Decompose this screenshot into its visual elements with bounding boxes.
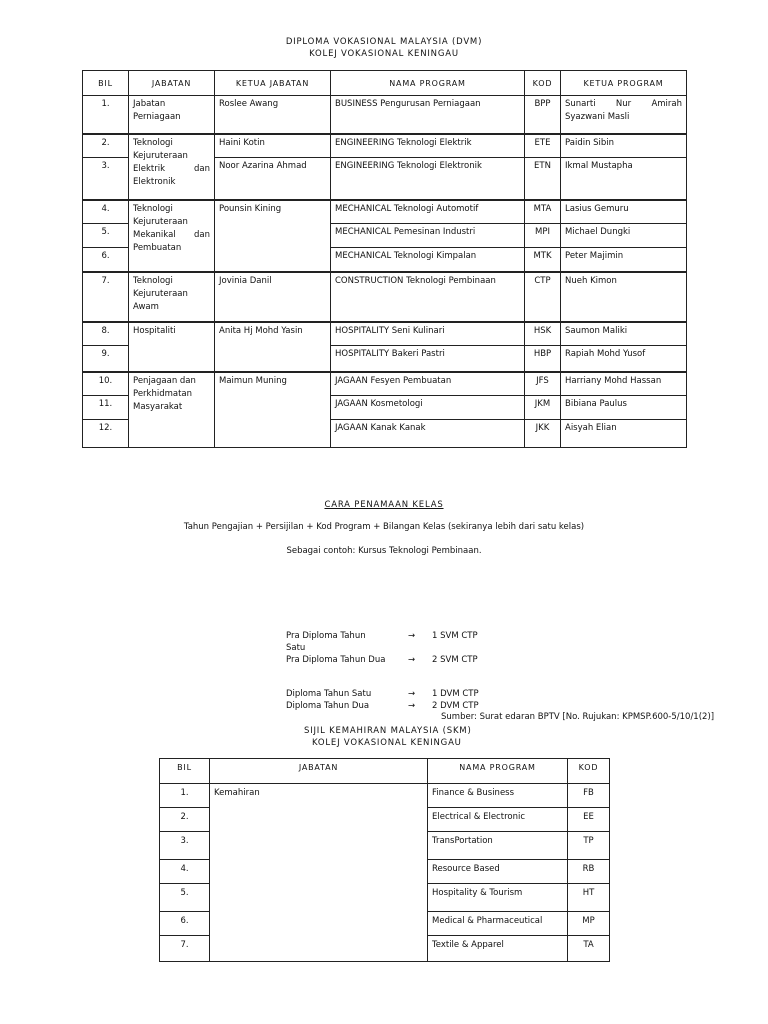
naming-item-value: 1 SVM CTP xyxy=(432,631,478,641)
ketua-program-cell: Michael Dungki xyxy=(561,224,687,248)
jabatan-cell: Hospitaliti xyxy=(129,322,215,372)
dvm-header-ketua-program: KETUA PROGRAM xyxy=(561,71,687,96)
program-cell: BUSINESS Pengurusan Perniagaan xyxy=(331,96,525,134)
ketua-program-cell: Rapiah Mohd Yusof xyxy=(561,346,687,372)
kod-cell: BPP xyxy=(525,96,561,134)
bil-cell: 6. xyxy=(83,248,129,272)
bil-cell: 8. xyxy=(83,322,129,346)
ketua-jabatan-cell: Haini Kotin xyxy=(215,134,331,158)
kod-cell: EE xyxy=(568,808,610,832)
ketua-jabatan-cell: Pounsin Kining xyxy=(215,200,331,272)
bil-cell: 7. xyxy=(83,272,129,322)
table-row xyxy=(160,784,610,808)
bil-cell: 1. xyxy=(83,96,129,134)
bil-cell: 5. xyxy=(160,884,210,912)
ketua-program-cell: Bibiana Paulus xyxy=(561,396,687,420)
skm-header-jabatan: JABATAN xyxy=(210,759,428,784)
table-row xyxy=(83,272,687,322)
ketua-jabatan-cell: Noor Azarina Ahmad xyxy=(215,158,331,200)
kod-cell: MTA xyxy=(525,200,561,224)
bil-cell: 3. xyxy=(83,158,129,200)
kod-cell: JKM xyxy=(525,396,561,420)
bil-cell: 9. xyxy=(83,346,129,372)
kod-cell: FB xyxy=(568,784,610,808)
ketua-program-cell: Aisyah Elian xyxy=(561,420,687,448)
naming-item xyxy=(286,630,526,654)
table-row xyxy=(83,322,687,346)
program-cell: Medical & Pharmaceutical xyxy=(428,912,568,936)
naming-item-label: Pra Diploma Tahun Satu xyxy=(286,631,366,653)
skm-header-kod: KOD xyxy=(568,759,610,784)
program-cell: CONSTRUCTION Teknologi Pembinaan xyxy=(331,272,525,322)
jabatan-cell: Jabatan Perniagaan xyxy=(129,96,215,134)
bil-cell: 7. xyxy=(160,936,210,962)
kod-cell: HBP xyxy=(525,346,561,372)
program-cell: MECHANICAL Pemesinan Industri xyxy=(331,224,525,248)
bil-cell: 10. xyxy=(83,372,129,396)
ketua-program-cell: Paidin Sibin xyxy=(561,134,687,158)
dvm-header-row xyxy=(83,71,687,96)
ketua-jabatan-cell: Anita Hj Mohd Yasin xyxy=(215,322,331,372)
program-cell: TransPortation xyxy=(428,832,568,860)
dvm-title: DIPLOMA VOKASIONAL MALAYSIA (DVM) xyxy=(285,37,483,47)
jabatan-cell: Kemahiran xyxy=(210,784,428,962)
kod-cell: TP xyxy=(568,832,610,860)
kod-cell: MTK xyxy=(525,248,561,272)
bil-cell: 2. xyxy=(160,808,210,832)
bil-cell: 5. xyxy=(83,224,129,248)
arrow-icon: → xyxy=(408,689,416,699)
jabatan-cell: Penjagaan dan Perkhidmatan Masyarakat xyxy=(129,372,215,448)
naming-item-label: Diploma Tahun Satu xyxy=(286,689,372,699)
table-row xyxy=(83,96,687,134)
dvm-header-kod: KOD xyxy=(525,71,561,96)
source-note: Sumber: Surat edaran BPTV [No. Rujukan: KPMSP.600-5/10/1(2)] xyxy=(441,712,715,722)
bil-cell: 2. xyxy=(83,134,129,158)
ketua-program-cell: Sunarti Nur Amirah Syazwani Masli xyxy=(561,96,687,134)
naming-item-value: 1 DVM CTP xyxy=(432,689,479,699)
program-cell: JAGAAN Fesyen Pembuatan xyxy=(331,372,525,396)
kod-cell: MP xyxy=(568,912,610,936)
skm-college-name: KOLEJ VOKASIONAL KENINGAU xyxy=(312,738,462,748)
ketua-jabatan-cell: Jovinia Danil xyxy=(215,272,331,322)
table-row xyxy=(83,200,687,224)
kod-cell: RB xyxy=(568,860,610,884)
program-cell: ENGINEERING Teknologi Elektronik xyxy=(331,158,525,200)
program-cell: ENGINEERING Teknologi Elektrik xyxy=(331,134,525,158)
ketua-program-cell: Nueh Kimon xyxy=(561,272,687,322)
kod-cell: JKK xyxy=(525,420,561,448)
bil-cell: 4. xyxy=(83,200,129,224)
arrow-icon: → xyxy=(408,655,416,665)
kod-cell: MPI xyxy=(525,224,561,248)
naming-item-value: 2 SVM CTP xyxy=(432,655,478,665)
program-cell: JAGAAN Kosmetologi xyxy=(331,396,525,420)
dvm-header-bil: BIL xyxy=(83,71,129,96)
ketua-program-cell: Peter Majimin xyxy=(561,248,687,272)
ketua-program-cell: Saumon Maliki xyxy=(561,322,687,346)
jabatan-cell: Teknologi Kejuruteraan Elektrik dan Elektronik xyxy=(129,134,215,200)
ketua-program-cell: Ikmal Mustapha xyxy=(561,158,687,200)
dvm-header-jabatan: JABATAN xyxy=(129,71,215,96)
naming-item-label: Pra Diploma Tahun Dua xyxy=(286,655,386,665)
program-cell: MECHANICAL Teknologi Automotif xyxy=(331,200,525,224)
program-cell: Electrical & Electronic xyxy=(428,808,568,832)
dvm-header-ketua-jabatan: KETUA JABATAN xyxy=(215,71,331,96)
dvm-college-name: KOLEJ VOKASIONAL KENINGAU xyxy=(309,49,459,59)
program-cell: HOSPITALITY Bakeri Pastri xyxy=(331,346,525,372)
program-cell: MECHANICAL Teknologi Kimpalan xyxy=(331,248,525,272)
program-cell: Textile & Apparel xyxy=(428,936,568,962)
table-row xyxy=(83,372,687,396)
naming-item xyxy=(286,700,526,712)
naming-item xyxy=(286,688,526,700)
bil-cell: 4. xyxy=(160,860,210,884)
bil-cell: 11. xyxy=(83,396,129,420)
ketua-program-cell: Harriany Mohd Hassan xyxy=(561,372,687,396)
kod-cell: TA xyxy=(568,936,610,962)
arrow-icon: → xyxy=(408,701,416,711)
skm-title: SIJIL KEMAHIRAN MALAYSIA (SKM) xyxy=(304,726,472,736)
kod-cell: ETE xyxy=(525,134,561,158)
naming-example: Sebagai contoh: Kursus Teknologi Pembinaan. xyxy=(286,546,482,556)
bil-cell: 12. xyxy=(83,420,129,448)
table-row xyxy=(83,134,687,158)
bil-cell: 3. xyxy=(160,832,210,860)
program-cell: HOSPITALITY Seni Kulinari xyxy=(331,322,525,346)
naming-formula: Tahun Pengajian + Persijilan + Kod Program + Bilangan Kelas (sekiranya lebih dari satu kelas) xyxy=(183,522,585,532)
ketua-jabatan-cell: Maimun Muning xyxy=(215,372,331,448)
naming-item-label: Diploma Tahun Dua xyxy=(286,701,370,711)
naming-item xyxy=(286,654,526,678)
kod-cell: ETN xyxy=(525,158,561,200)
skm-header-bil: BIL xyxy=(160,759,210,784)
ketua-program-cell: Lasius Gemuru xyxy=(561,200,687,224)
naming-title: CARA PENAMAAN KELAS xyxy=(324,500,444,510)
skm-header-row xyxy=(160,759,610,784)
naming-item-value: 2 DVM CTP xyxy=(432,701,479,711)
jabatan-cell: Teknologi Kejuruteraan Mekanikal dan Pembuatan xyxy=(129,200,215,272)
skm-program-table xyxy=(159,758,610,962)
dvm-program-table xyxy=(82,70,687,448)
program-cell: Finance & Business xyxy=(428,784,568,808)
kod-cell: HT xyxy=(568,884,610,912)
arrow-icon: → xyxy=(408,631,416,641)
bil-cell: 1. xyxy=(160,784,210,808)
bil-cell: 6. xyxy=(160,912,210,936)
jabatan-cell: Teknologi Kejuruteraan Awam xyxy=(129,272,215,322)
skm-header-nama-program: NAMA PROGRAM xyxy=(428,759,568,784)
program-cell: Hospitality & Tourism xyxy=(428,884,568,912)
dvm-header-nama-program: NAMA PROGRAM xyxy=(331,71,525,96)
kod-cell: JFS xyxy=(525,372,561,396)
kod-cell: CTP xyxy=(525,272,561,322)
program-cell: Resource Based xyxy=(428,860,568,884)
ketua-jabatan-cell: Roslee Awang xyxy=(215,96,331,134)
program-cell: JAGAAN Kanak Kanak xyxy=(331,420,525,448)
kod-cell: HSK xyxy=(525,322,561,346)
